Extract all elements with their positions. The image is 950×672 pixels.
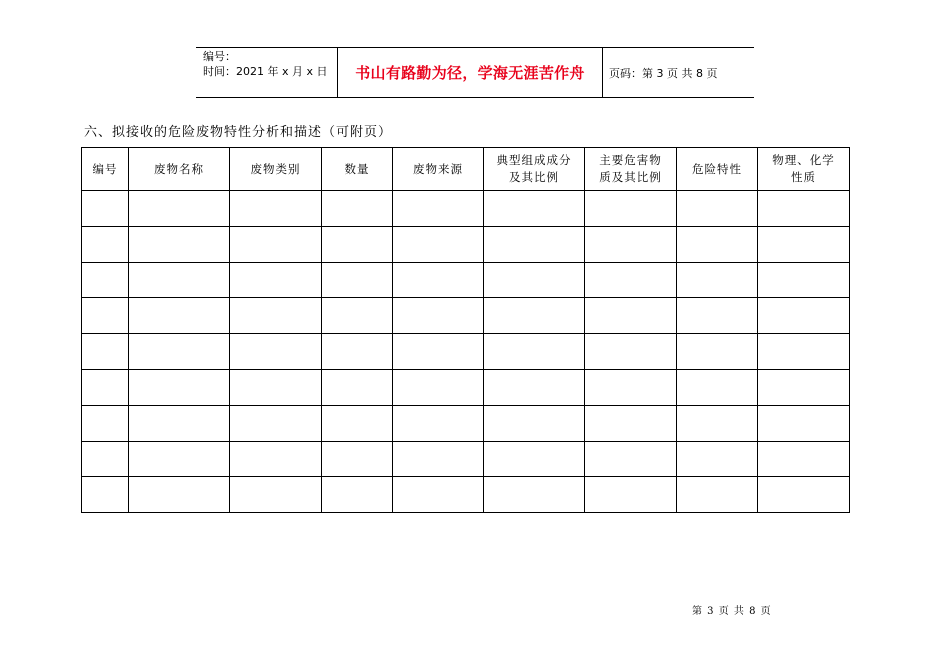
table-row <box>82 191 850 227</box>
table-cell[interactable] <box>82 191 129 227</box>
table-cell[interactable] <box>393 441 484 477</box>
header-meta <box>196 48 338 97</box>
table-cell[interactable] <box>758 369 850 405</box>
col-header-line: 编号 <box>92 161 118 176</box>
table-cell[interactable] <box>585 191 677 227</box>
table-cell[interactable] <box>230 262 322 298</box>
table-cell[interactable] <box>82 226 129 262</box>
table-cell[interactable] <box>393 334 484 370</box>
page-header <box>196 47 754 98</box>
table-cell[interactable] <box>82 441 129 477</box>
table-cell[interactable] <box>322 441 393 477</box>
table-cell[interactable] <box>484 226 585 262</box>
table-cell[interactable] <box>230 441 322 477</box>
col-header-physical-chemical <box>758 148 850 191</box>
col-header-waste-name <box>129 148 230 191</box>
table-cell[interactable] <box>322 369 393 405</box>
header-motto: 书山有路勤为径，学海无涯苦作舟 <box>338 48 603 97</box>
table-row <box>82 441 850 477</box>
table-cell[interactable] <box>82 298 129 334</box>
table-cell[interactable] <box>758 477 850 513</box>
col-header-line: 性质 <box>791 170 816 184</box>
table-cell[interactable] <box>322 334 393 370</box>
table-cell[interactable] <box>322 226 393 262</box>
table-cell[interactable] <box>585 298 677 334</box>
page-footer-number: 第 3 页 共 8 页 <box>692 606 772 617</box>
table-cell[interactable] <box>230 226 322 262</box>
table-cell[interactable] <box>393 226 484 262</box>
table-row <box>82 226 850 262</box>
table-cell[interactable] <box>393 369 484 405</box>
table-cell[interactable] <box>484 334 585 370</box>
table-cell[interactable] <box>82 369 129 405</box>
table-cell[interactable] <box>585 226 677 262</box>
table-cell[interactable] <box>758 334 850 370</box>
table-cell[interactable] <box>484 369 585 405</box>
table-cell[interactable] <box>677 441 758 477</box>
table-cell[interactable] <box>758 191 850 227</box>
table-cell[interactable] <box>129 405 230 441</box>
table-cell[interactable] <box>758 298 850 334</box>
header-page-info: 页码：第 3 页 共 8 页 <box>609 66 718 80</box>
table-cell[interactable] <box>677 298 758 334</box>
table-cell[interactable] <box>677 405 758 441</box>
table-cell[interactable] <box>393 262 484 298</box>
table-cell[interactable] <box>230 477 322 513</box>
col-header-line: 物理、化学 <box>772 153 835 167</box>
col-header-number <box>82 148 129 191</box>
table-cell[interactable] <box>129 334 230 370</box>
table-row <box>82 369 850 405</box>
col-header-waste-source <box>393 148 484 191</box>
col-header-line: 废物来源 <box>413 161 463 176</box>
col-header-line: 数量 <box>344 161 370 176</box>
table-cell[interactable] <box>585 441 677 477</box>
table-cell[interactable] <box>230 191 322 227</box>
table-cell[interactable] <box>484 405 585 441</box>
table-row <box>82 405 850 441</box>
table-cell[interactable] <box>585 334 677 370</box>
col-header-line: 废物名称 <box>154 161 204 176</box>
table-cell[interactable] <box>230 334 322 370</box>
col-header-line: 及其比例 <box>509 170 559 184</box>
table-cell[interactable] <box>129 262 230 298</box>
table-cell[interactable] <box>322 262 393 298</box>
table-cell[interactable] <box>322 405 393 441</box>
time-label: 时间：2021 年 x 月 x 日 <box>203 65 328 78</box>
table-cell[interactable] <box>82 477 129 513</box>
table-cell[interactable] <box>230 405 322 441</box>
col-header-line: 典型组成成分 <box>496 153 572 167</box>
waste-analysis-table <box>81 147 850 513</box>
col-header-line: 质及其比例 <box>599 170 662 184</box>
col-header-waste-category <box>230 148 322 191</box>
table-cell[interactable] <box>758 405 850 441</box>
table-row <box>82 334 850 370</box>
col-header-quantity <box>322 148 393 191</box>
table-cell[interactable] <box>585 262 677 298</box>
table-cell[interactable] <box>322 298 393 334</box>
table-header-row <box>82 148 850 191</box>
table-cell[interactable] <box>393 191 484 227</box>
table-cell[interactable] <box>230 369 322 405</box>
table-cell[interactable] <box>484 191 585 227</box>
table-row <box>82 298 850 334</box>
table-cell[interactable] <box>393 298 484 334</box>
col-header-composition <box>484 148 585 191</box>
table-cell[interactable] <box>82 262 129 298</box>
table-cell[interactable] <box>677 191 758 227</box>
table-cell[interactable] <box>393 477 484 513</box>
col-header-hazardous-substances <box>585 148 677 191</box>
col-header-hazard-characteristics <box>677 148 758 191</box>
table-cell[interactable] <box>758 441 850 477</box>
table-row <box>82 262 850 298</box>
table-cell[interactable] <box>129 226 230 262</box>
table-cell[interactable] <box>677 262 758 298</box>
table-cell[interactable] <box>484 262 585 298</box>
table-cell[interactable] <box>129 441 230 477</box>
table-cell[interactable] <box>677 334 758 370</box>
table-cell[interactable] <box>230 298 322 334</box>
table-cell[interactable] <box>129 191 230 227</box>
table-cell[interactable] <box>393 405 484 441</box>
table-cell[interactable] <box>82 405 129 441</box>
table-cell[interactable] <box>82 334 129 370</box>
table-row <box>82 477 850 513</box>
section-title: 六、拟接收的危险废物特性分析和描述（可附页） <box>84 125 393 140</box>
table-cell[interactable] <box>677 226 758 262</box>
col-header-line: 废物类别 <box>250 161 301 176</box>
table-cell[interactable] <box>322 191 393 227</box>
number-label: 编号： <box>203 50 236 63</box>
table-cell[interactable] <box>585 477 677 513</box>
table-cell[interactable] <box>322 477 393 513</box>
table-cell[interactable] <box>129 477 230 513</box>
table-cell[interactable] <box>129 298 230 334</box>
table-cell[interactable] <box>484 441 585 477</box>
table-cell[interactable] <box>758 262 850 298</box>
col-header-line: 危险特性 <box>692 161 742 176</box>
table-cell[interactable] <box>585 369 677 405</box>
table-cell[interactable] <box>677 369 758 405</box>
table-cell[interactable] <box>484 298 585 334</box>
table-cell[interactable] <box>585 405 677 441</box>
table-cell[interactable] <box>129 369 230 405</box>
table-cell[interactable] <box>484 477 585 513</box>
table-cell[interactable] <box>758 226 850 262</box>
table-cell[interactable] <box>677 477 758 513</box>
col-header-line: 主要危害物 <box>599 153 662 167</box>
